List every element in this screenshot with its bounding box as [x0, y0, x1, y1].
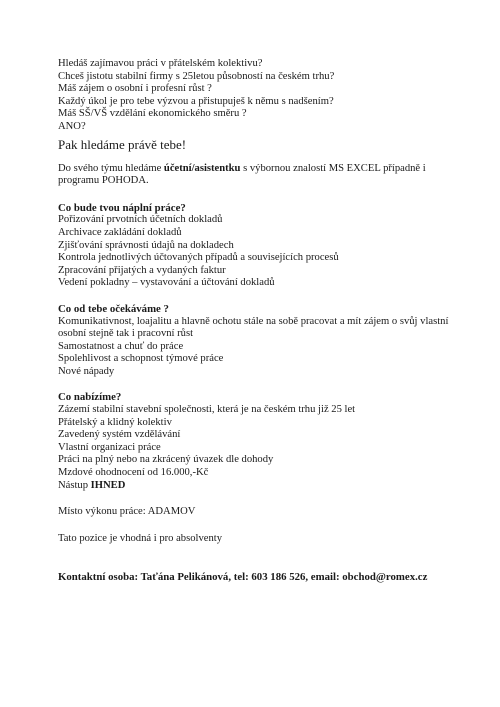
suitability-note: Tato pozice je vhodná i pro absolventy	[58, 532, 223, 544]
intro-section	[58, 58, 460, 152]
intro-question: Máš SŠ/VŠ vzdělání ekonomického směru ?	[58, 108, 247, 120]
duty-item: Pořizování prvotních účetních dokladů	[58, 214, 223, 226]
intro-question: Chceš jistotu stabilní firmy s 25letou působností na českém trhu?	[58, 70, 335, 82]
intro-question: Máš zájem o osobní i profesní růst ?	[58, 83, 212, 95]
expectation-item: Nové nápady	[58, 365, 115, 377]
offer-item: Zavedený systém vzdělávání	[58, 429, 181, 441]
expectation-item: Samostatnost a chuť do práce	[58, 340, 184, 352]
intro-tagline: Pak hledáme právě tebe!	[58, 136, 187, 152]
expectation-item: Spolehlivost a schopnost týmové práce	[58, 353, 224, 365]
contact-line: Kontaktní osoba: Taťána Pelikánová, tel: 603 186 526, email: obchod@romex.cz	[58, 571, 428, 584]
intro-question: Hledáš zajímavou práci v přátelském kolektivu?	[58, 58, 263, 69]
position-role: účetní/asistentku	[163, 162, 241, 174]
offer-start: Nástup IHNED	[58, 479, 126, 491]
expectation-item: Komunikativnost, loajalitu a hlavně ochotu stále na sobě pracovat a mít zájem o svůj vlastní	[58, 315, 449, 327]
offer-item: Mzdové ohodnocení od 16.000,-Kč	[58, 467, 209, 479]
position-line-1: Do svého týmu hledáme účetní/asistentku s výbornou znalostí MS EXCEL případně i	[58, 162, 426, 174]
intro-question: ANO?	[58, 120, 86, 132]
offer-item: Přátelský a klidný kolektiv	[58, 416, 172, 428]
duty-item: Zpracování přijatých a vydaných faktur	[58, 264, 226, 276]
duty-item: Zjišťování správnosti údajů na dokladech	[58, 239, 234, 251]
work-location: Místo výkonu práce: ADAMOV	[58, 506, 196, 518]
duty-item: Vedení pokladny – vystavování a účtování dokladů	[58, 277, 275, 289]
expectations-section	[58, 303, 460, 379]
offer-item: Zázemí stabilní stavební společnosti, která je na českém trhu již 25 let	[58, 404, 356, 416]
expectation-item-continued: osobní stejně tak i pracovní růst	[58, 328, 194, 340]
position-section	[58, 163, 460, 188]
expectations-heading: Co od tebe očekáváme ?	[58, 302, 169, 315]
offer-item: Vlastní organizaci práce	[58, 441, 161, 453]
offer-heading: Co nabízíme?	[58, 391, 122, 404]
offer-section	[58, 391, 460, 492]
offer-item: Práci na plný nebo na zkrácený úvazek dle dohody	[58, 454, 274, 466]
duties-section	[58, 202, 460, 290]
offer-start-value: IHNED	[90, 479, 126, 491]
duty-item: Archivace zakládání dokladů	[58, 226, 182, 238]
duty-item: Kontrola jednotlivých účtovaných případů a souvisejících procesů	[58, 252, 339, 264]
position-line-2: programu POHODA.	[58, 175, 149, 187]
duties-heading: Co bude tvou náplní práce?	[58, 201, 186, 214]
intro-question: Každý úkol je pro tebe výzvou a přistupuješ k němu s nadšením?	[58, 95, 334, 107]
